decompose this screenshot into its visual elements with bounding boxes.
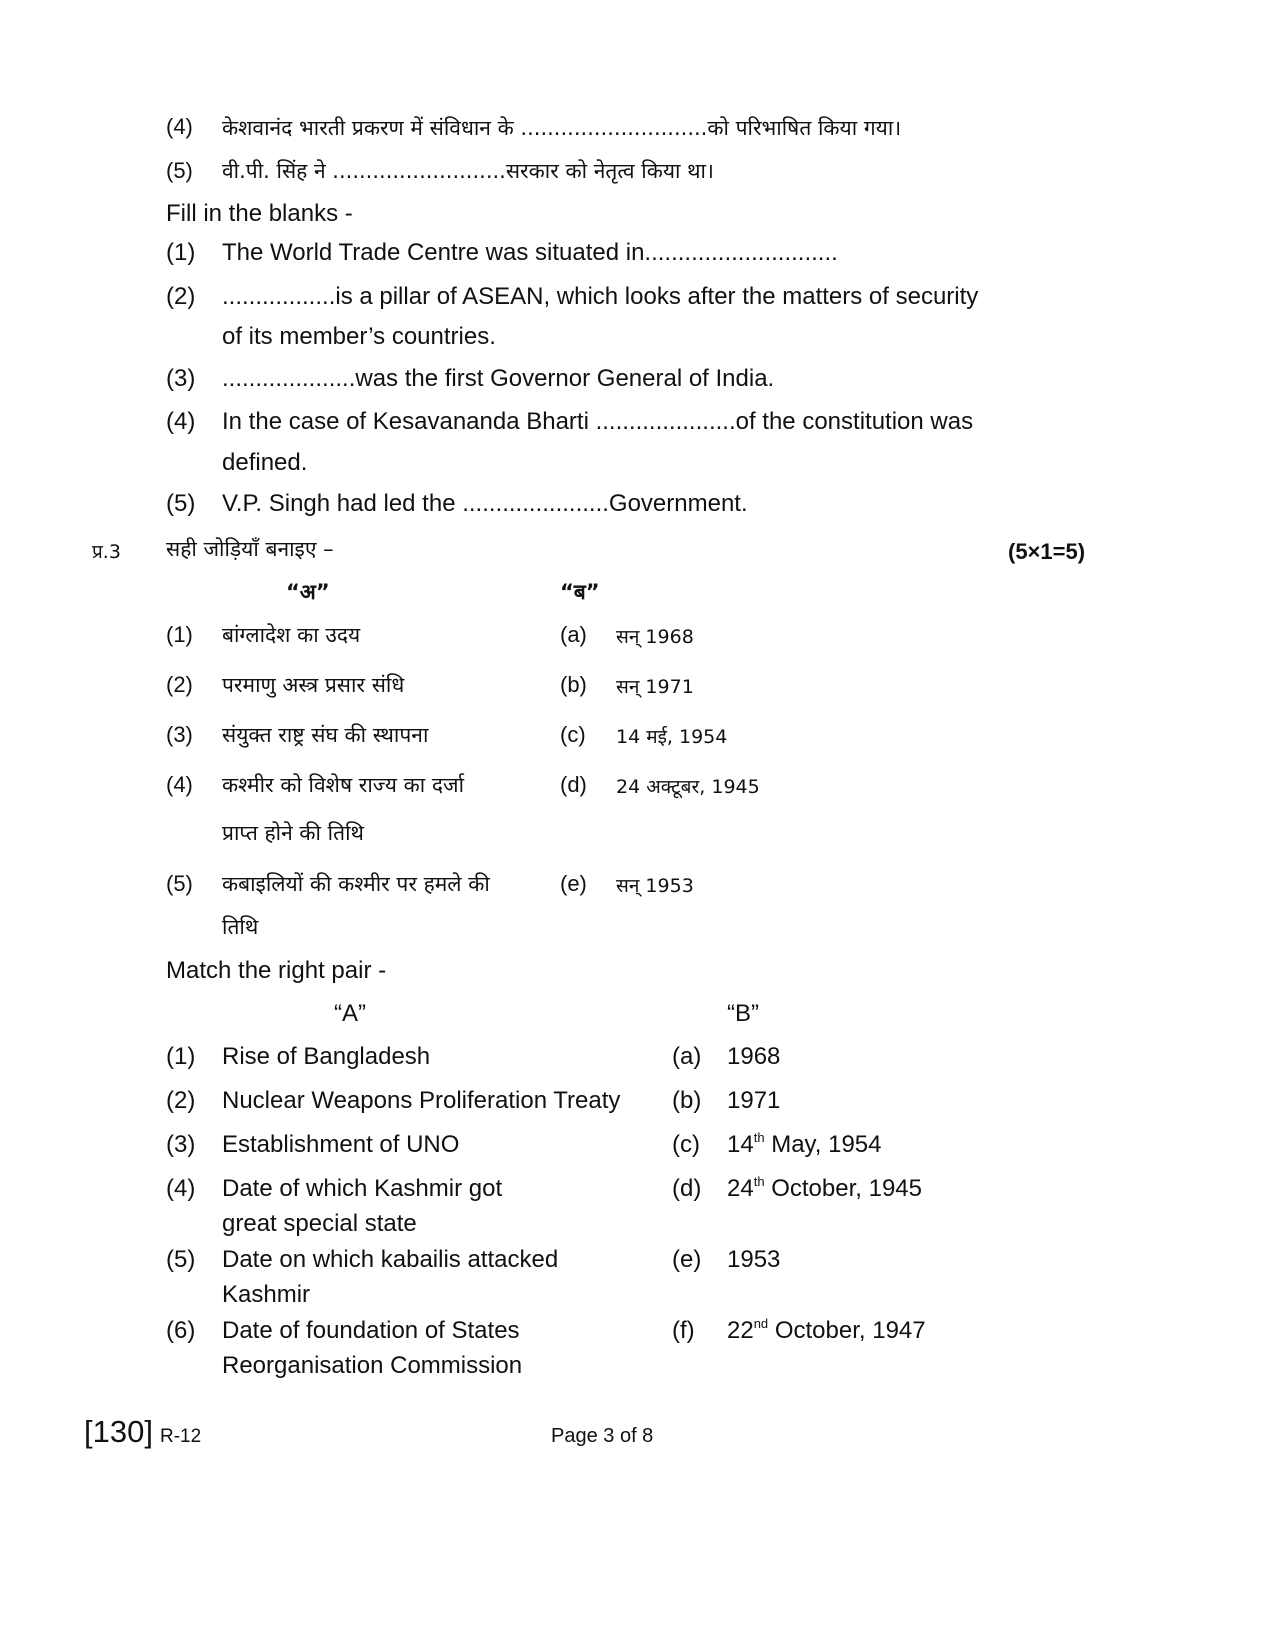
match-item-a-continued: प्राप्त होने की तिथि <box>222 821 364 845</box>
match-item-a: Date on which kabailis attacked <box>222 1246 559 1273</box>
section-heading: Fill in the blanks - <box>166 200 353 227</box>
match-item-b: 1971 <box>727 1087 781 1114</box>
match-letter: (c) <box>672 1131 700 1158</box>
row-number: (3) <box>166 1131 196 1158</box>
column-header-b: “B” <box>727 1000 759 1027</box>
match-item-a-continued: Reorganisation Commission <box>222 1352 523 1379</box>
row-number: (4) <box>166 772 193 797</box>
match-item-b: सन् 1968 <box>616 626 694 648</box>
question-number: (5) <box>166 158 193 183</box>
question-text: In the case of Kesavananda Bharti .....................of the constitution was <box>222 408 974 435</box>
row-number: (5) <box>166 1246 196 1273</box>
question-number: (5) <box>166 490 196 517</box>
question-number: (3) <box>166 365 196 392</box>
match-letter: (f) <box>672 1317 695 1344</box>
match-item-a-continued: Kashmir <box>222 1281 311 1308</box>
match-letter: (e) <box>672 1246 702 1273</box>
row-number: (3) <box>166 722 193 747</box>
match-item-a: Establishment of UNO <box>222 1131 460 1158</box>
match-item-b: 22nd October, 1947 <box>727 1316 926 1344</box>
match-item-a-continued: तिथि <box>222 915 259 939</box>
match-letter: (e) <box>560 871 587 896</box>
row-number: (1) <box>166 622 193 647</box>
question-label: प्र.3 <box>92 541 121 563</box>
match-item-a: कश्मीर को विशेष राज्य का दर्जा <box>222 773 465 797</box>
paper-code: [130] <box>84 1414 153 1449</box>
hindi-question-text: वी.पी. सिंह ने ..........................सरकार को नेतृत्व किया था। <box>222 159 714 183</box>
match-item-a: संयुक्त राष्ट्र संघ की स्थापना <box>222 723 429 747</box>
question-text-continued: of its member’s countries. <box>222 323 496 350</box>
match-item-a: कबाइलियों की कश्मीर पर हमले की <box>222 872 490 896</box>
page-number: Page 3 of 8 <box>551 1425 654 1447</box>
row-number: (4) <box>166 1175 196 1202</box>
match-item-b: 1953 <box>727 1246 781 1273</box>
match-item-b: 24th October, 1945 <box>727 1174 922 1202</box>
match-letter: (a) <box>560 622 587 647</box>
question-text: ....................was the first Governor General of India. <box>222 365 775 392</box>
match-letter: (c) <box>560 722 586 747</box>
match-item-b: 24 अक्टूबर, 1945 <box>616 776 760 798</box>
match-item-a: Date of which Kashmir got <box>222 1175 503 1202</box>
match-item-a: Date of foundation of States <box>222 1317 520 1344</box>
match-letter: (b) <box>560 672 587 697</box>
match-item-b: 1968 <box>727 1043 781 1070</box>
row-number: (2) <box>166 672 193 697</box>
row-number: (6) <box>166 1317 196 1344</box>
match-item-a: Rise of Bangladesh <box>222 1043 431 1070</box>
match-item-b: सन् 1971 <box>616 676 694 698</box>
question-text: .................is a pillar of ASEAN, which looks after the matters of security <box>222 283 979 310</box>
match-letter: (d) <box>672 1175 702 1202</box>
match-item-a: परमाणु अस्त्र प्रसार संधि <box>222 673 405 697</box>
section-heading: Match the right pair - <box>166 957 387 984</box>
question-text-continued: defined. <box>222 449 308 476</box>
question-number: (4) <box>166 114 193 139</box>
question-number: (1) <box>166 239 196 266</box>
match-item-b: 14 मई, 1954 <box>616 726 728 748</box>
row-number: (5) <box>166 871 193 896</box>
match-item-b: 14th May, 1954 <box>727 1130 882 1158</box>
match-item-a: Nuclear Weapons Proliferation Treaty <box>222 1087 621 1114</box>
column-header-a: “A” <box>334 1000 366 1027</box>
question-number: (2) <box>166 283 196 310</box>
column-header-b: “ब” <box>560 580 600 604</box>
paper-series: R-12 <box>160 1426 202 1447</box>
question-text: V.P. Singh had led the ......................Government. <box>222 490 748 517</box>
row-number: (2) <box>166 1087 196 1114</box>
match-item-b: सन् 1953 <box>616 875 694 897</box>
match-item-a: बांग्लादेश का उदय <box>222 623 361 647</box>
question-title: सही जोड़ियाँ बनाइए – <box>166 537 334 561</box>
question-text: The World Trade Centre was situated in............................. <box>222 239 838 266</box>
question-number: (4) <box>166 408 196 435</box>
hindi-question-text: केशवानंद भारती प्रकरण में संविधान के ............................को परिभाषित किया गया। <box>222 116 902 140</box>
match-letter: (a) <box>672 1043 702 1070</box>
match-letter: (b) <box>672 1087 702 1114</box>
match-letter: (d) <box>560 772 587 797</box>
marks-allocation: (5×1=5) <box>1008 539 1086 564</box>
match-item-a-continued: great special state <box>222 1210 417 1237</box>
row-number: (1) <box>166 1043 196 1070</box>
column-header-a: “अ” <box>286 580 330 604</box>
